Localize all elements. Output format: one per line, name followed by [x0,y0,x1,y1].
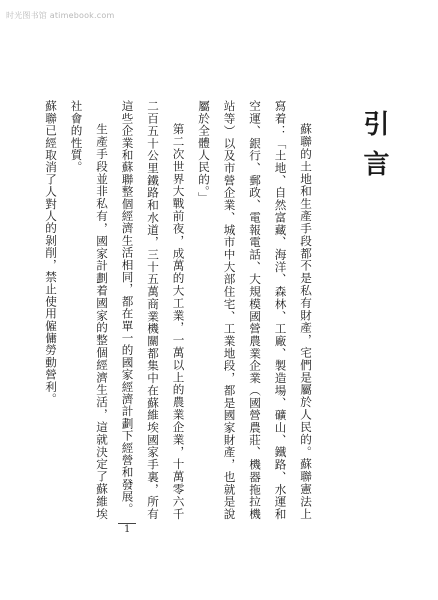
watermark-text: 时光图书馆 atimebook.com [6,11,115,20]
page-title: 引言 [359,110,389,190]
paragraph-4: 蘇聯已經取消了人對人的剝削，禁止使用僱傭勞動營利。 [44,100,58,405]
paragraph-2: 第二次世界大戰前夜，成萬的大工業，一萬以上的農業企業，十萬零六千二百五十公里鐵路和水道，三十五萬商業機關都集中在蘇維埃國家手裏，所有這些企業和蘇聯整個經濟生活相同，都在單一的國家經濟計劃下經營和發展。 [120,100,186,520]
page-number: 1 [118,523,136,535]
body-text [38,100,319,520]
paragraph-1: 蘇聯的土地和生產手段都不是私有財產，宅們是屬於人民的。蘇聯憲法上寫着：「土地、自然富藏、海洋、森林、工廠、製造場、礦山、鐵路、水運和空運、銀行、郵政、電報電話、大規模國營農業企業（國營農莊、機器拖拉機站等）以及市營企業、城市中大部住宅、工業地段，都是國家財產，也就是說屬於全體人民的。」 [197,100,313,520]
paragraph-3: 生產手段並非私有，國家計劃着國家的整個經濟生活，這就決定了蘇維埃社會的性質。 [69,100,109,520]
